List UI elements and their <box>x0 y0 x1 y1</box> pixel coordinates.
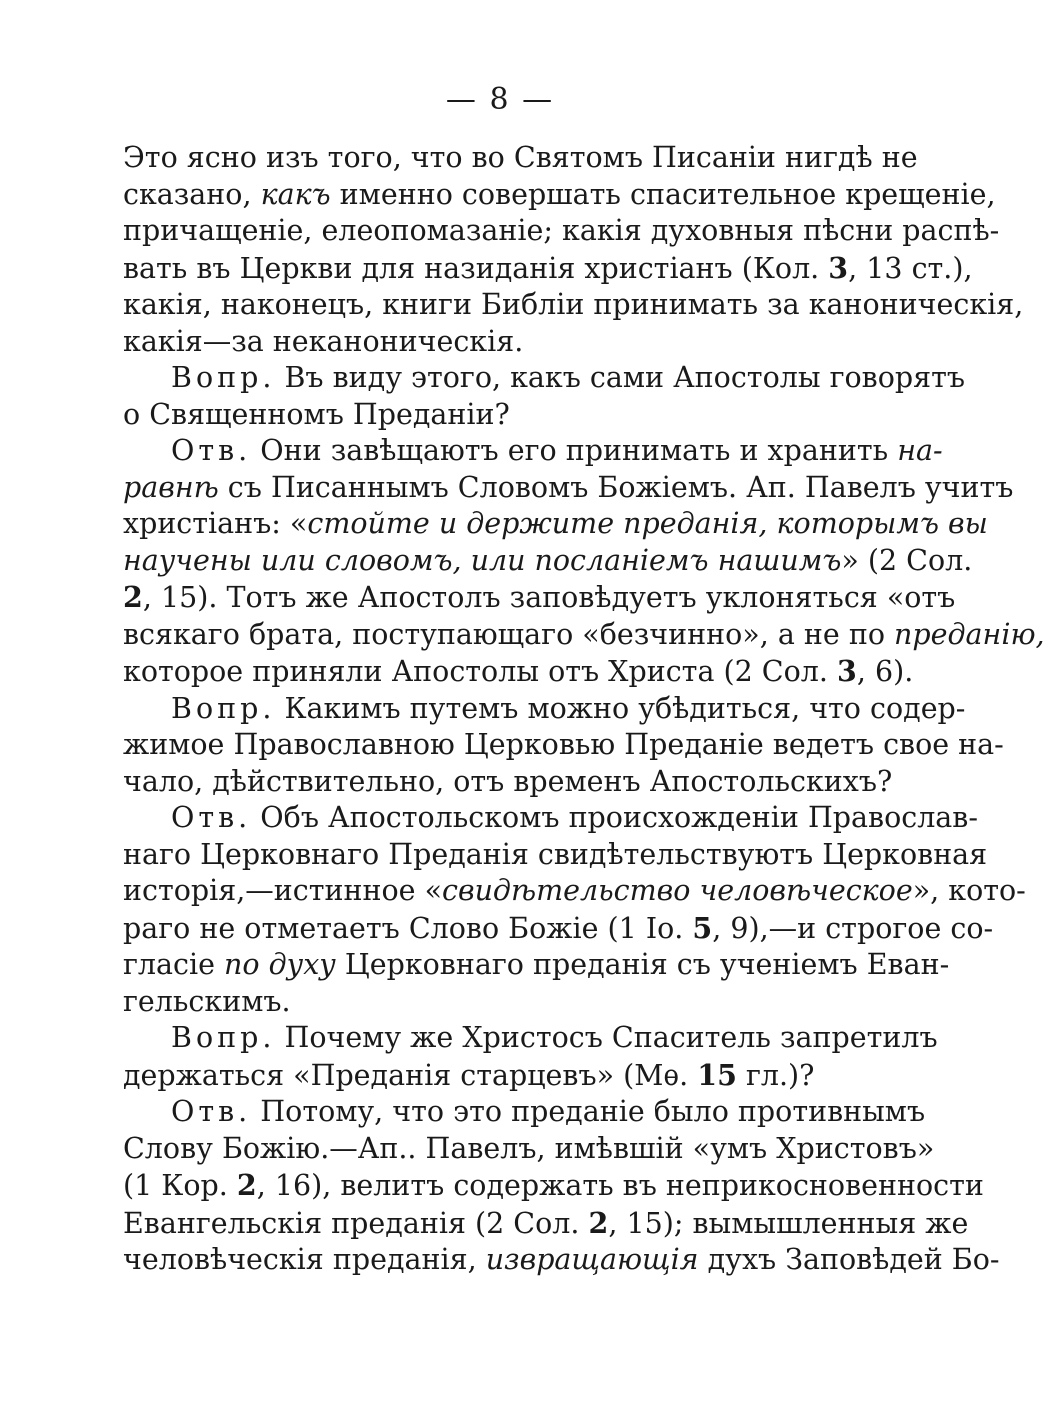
text-run: Потому, что это преданіе было противнымъ <box>251 1095 926 1128</box>
text-run: Въ виду этого, какъ сами Апостолы говорятъ <box>275 361 965 394</box>
text-run: держаться «Преданія старцевъ» (Мѳ. <box>123 1058 698 1092</box>
text-run: по духу <box>224 948 336 981</box>
text-run: (1 Кор. <box>123 1169 237 1202</box>
text-line <box>123 837 988 874</box>
text-line <box>123 800 978 837</box>
question-answer-marker: Отв. <box>171 801 252 834</box>
text-run: о Священномъ Преданіи? <box>123 397 510 431</box>
text-run: , 15); вымышленныя же <box>608 1206 969 1240</box>
text-run: , 6). <box>856 655 914 688</box>
page-number: — 8 — <box>445 82 555 117</box>
text-run: причащеніе, елеопомазаніе; какія духовныя пѣсни распѣ- <box>123 214 1000 247</box>
text-run: духъ Заповѣдей Бо- <box>698 1243 1000 1276</box>
text-run: 2 <box>123 580 143 614</box>
text-line <box>123 1094 926 1131</box>
text-run: какія—за неканоническія. <box>123 324 524 358</box>
text-line <box>123 287 1024 324</box>
text-run: человѣческія преданія, <box>123 1243 486 1276</box>
question-answer-marker: Отв. <box>171 1095 252 1128</box>
text-run: исторія,—истинное « <box>123 874 443 907</box>
text-line <box>123 1205 969 1243</box>
text-line <box>123 1057 873 1095</box>
text-run: Какимъ путемъ можно убѣдиться, что содер- <box>275 691 966 725</box>
text-run: Церковнаго преданія съ ученіемъ Еван- <box>335 948 950 981</box>
text-run: какъ <box>260 177 331 211</box>
question-answer-marker: Вопр. <box>171 361 276 394</box>
question-answer-marker: Отв. <box>171 434 252 467</box>
text-run: гласіе <box>123 948 225 981</box>
text-run: , 9),—и строгое со- <box>712 911 994 945</box>
text-line <box>123 1020 938 1057</box>
text-run: , 13 ст.), <box>848 251 973 285</box>
text-line <box>123 470 1014 507</box>
text-run: равнѣ <box>123 470 219 504</box>
body-text <box>123 140 1045 1279</box>
text-line <box>123 653 914 691</box>
text-run: » (2 Сол. <box>841 543 973 577</box>
text-run: Слову Божію.—Ап.. Павелъ, имѣвшій «умъ Христовъ» <box>123 1131 935 1165</box>
text-line <box>123 617 1045 654</box>
text-line <box>123 397 873 434</box>
text-line <box>123 213 1000 250</box>
text-line <box>123 506 988 543</box>
text-run: извращающія <box>485 1243 699 1276</box>
text-run: 3 <box>828 250 849 285</box>
text-line <box>123 873 1026 910</box>
text-run: гельскимъ. <box>123 984 291 1018</box>
text-run: на- <box>897 434 943 467</box>
text-run: свидѣтельство человѣческое <box>442 874 913 907</box>
text-run: христіанъ: « <box>123 507 308 540</box>
text-run: съ Писаннымъ Словомъ Божіемъ. Ап. Павелъ учитъ <box>218 470 1014 504</box>
text-run: 2 <box>236 1168 257 1202</box>
text-line <box>123 360 965 397</box>
text-line <box>123 579 956 617</box>
text-run: которое приняли Апостолы отъ Христа (2 Сол. <box>123 655 837 688</box>
text-line <box>123 764 893 801</box>
text-line <box>123 1131 935 1168</box>
text-run: научены или словомъ, или посланіемъ нашимъ <box>123 543 842 577</box>
question-answer-marker: Вопр. <box>171 1021 276 1054</box>
text-line <box>123 140 918 177</box>
text-run: сказано, <box>123 177 261 211</box>
text-line <box>123 727 1004 764</box>
text-run: наго Церковнаго Преданія свидѣтельствуютъ Церковная <box>123 837 988 871</box>
text-line <box>123 910 994 948</box>
text-run: 15 <box>697 1057 737 1092</box>
text-run: , 15). Тотъ же Апостолъ заповѣдуетъ уклоняться «отъ <box>142 581 956 614</box>
text-run: чало, дѣйствительно, отъ временъ Апостольскихъ? <box>123 764 893 798</box>
text-run: Евангельскія преданія (2 Сол. <box>123 1206 589 1240</box>
text-run: всякаго брата, поступающаго «безчинно», а не по <box>123 617 895 651</box>
text-line <box>123 1167 984 1205</box>
text-run: жимое Православною Церковью Преданіе ведетъ свое на- <box>123 728 1004 761</box>
text-line <box>123 984 873 1021</box>
text-run: раго не отметаетъ Слово Божіе (1 Іо. <box>123 911 693 945</box>
text-run: гл.)? <box>736 1058 815 1092</box>
text-run: преданію, <box>894 617 1045 651</box>
text-run: Объ Апостольскомъ происхожденіи Православ- <box>251 801 978 834</box>
text-line <box>123 947 950 984</box>
text-run: Они завѣщаютъ его принимать и хранить <box>251 434 898 467</box>
text-run: стойте и держите преданія, которымъ вы <box>307 507 988 540</box>
question-answer-marker: Вопр. <box>171 691 276 725</box>
text-line <box>123 250 973 288</box>
text-run: 2 <box>588 1205 609 1240</box>
text-line <box>123 691 966 728</box>
text-run: именно совершать спасительное крещеніе, <box>330 177 996 211</box>
text-line <box>123 433 943 470</box>
text-line <box>123 543 973 580</box>
text-run: 5 <box>692 910 713 945</box>
text-run: Почему же Христосъ Спаситель запретилъ <box>275 1021 938 1054</box>
text-run: какія, наконецъ, книги Библіи принимать за каноническія, <box>123 288 1024 321</box>
text-run: Это ясно изъ того, что во Святомъ Писаніи нигдѣ не <box>123 141 918 174</box>
text-run: 3 <box>837 654 857 688</box>
text-run: вать въ Церкви для назиданія христіанъ (Кол. <box>123 251 829 285</box>
text-line <box>123 1242 1000 1279</box>
text-line <box>123 324 873 361</box>
text-run: », кото- <box>912 874 1026 907</box>
text-line <box>123 177 996 214</box>
text-run: , 16), велитъ содержать въ неприкосновенности <box>256 1169 984 1202</box>
